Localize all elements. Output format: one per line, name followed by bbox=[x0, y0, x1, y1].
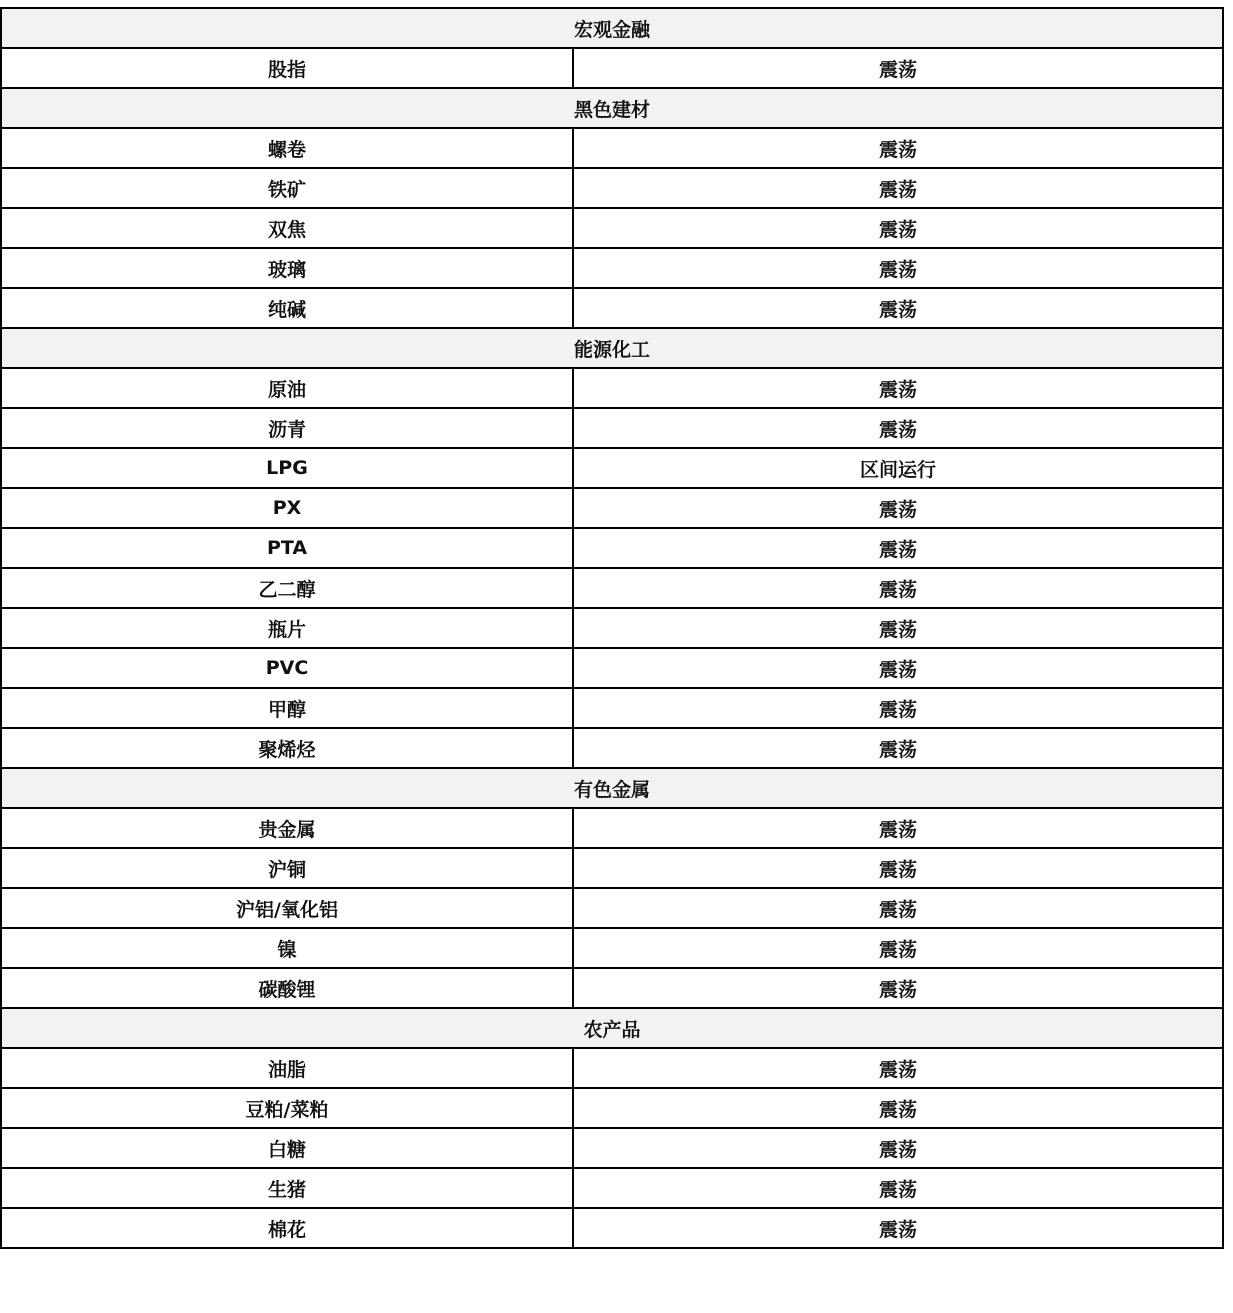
table-row bbox=[1, 248, 1223, 288]
table-row bbox=[1, 128, 1223, 168]
product-cell: 甲醇 bbox=[1, 688, 573, 728]
section-header-row bbox=[1, 1008, 1223, 1048]
outlook-cell: 震荡 bbox=[573, 128, 1223, 168]
table-row bbox=[1, 448, 1223, 488]
product-cell: 沥青 bbox=[1, 408, 573, 448]
product-cell: 豆粕/菜粕 bbox=[1, 1088, 573, 1128]
table-row bbox=[1, 848, 1223, 888]
product-cell: 沪铝/氧化铝 bbox=[1, 888, 573, 928]
table-row bbox=[1, 168, 1223, 208]
market-outlook-table bbox=[0, 7, 1224, 1249]
product-cell: 聚烯烃 bbox=[1, 728, 573, 768]
outlook-cell: 震荡 bbox=[573, 688, 1223, 728]
table-row bbox=[1, 408, 1223, 448]
product-cell: 油脂 bbox=[1, 1048, 573, 1088]
outlook-cell: 震荡 bbox=[573, 48, 1223, 88]
outlook-cell: 震荡 bbox=[573, 648, 1223, 688]
outlook-cell: 震荡 bbox=[573, 168, 1223, 208]
product-cell: PX bbox=[1, 488, 573, 528]
section-header-row bbox=[1, 328, 1223, 368]
table-row bbox=[1, 608, 1223, 648]
table-row bbox=[1, 368, 1223, 408]
outlook-cell: 震荡 bbox=[573, 208, 1223, 248]
table-body bbox=[1, 8, 1223, 1248]
section-title: 能源化工 bbox=[1, 328, 1223, 368]
table-row bbox=[1, 1088, 1223, 1128]
outlook-cell: 震荡 bbox=[573, 568, 1223, 608]
section-title: 农产品 bbox=[1, 1008, 1223, 1048]
table-row bbox=[1, 488, 1223, 528]
outlook-cell: 震荡 bbox=[573, 888, 1223, 928]
outlook-cell: 震荡 bbox=[573, 1168, 1223, 1208]
table-row bbox=[1, 888, 1223, 928]
product-cell: 沪铜 bbox=[1, 848, 573, 888]
outlook-cell: 震荡 bbox=[573, 248, 1223, 288]
product-cell: PVC bbox=[1, 648, 573, 688]
section-header-row bbox=[1, 768, 1223, 808]
product-cell: 贵金属 bbox=[1, 808, 573, 848]
table-row bbox=[1, 48, 1223, 88]
outlook-cell: 震荡 bbox=[573, 808, 1223, 848]
product-cell: LPG bbox=[1, 448, 573, 488]
outlook-cell: 震荡 bbox=[573, 488, 1223, 528]
outlook-cell: 震荡 bbox=[573, 728, 1223, 768]
product-cell: 玻璃 bbox=[1, 248, 573, 288]
outlook-cell: 震荡 bbox=[573, 288, 1223, 328]
section-title: 宏观金融 bbox=[1, 8, 1223, 48]
outlook-cell: 震荡 bbox=[573, 608, 1223, 648]
product-cell: 原油 bbox=[1, 368, 573, 408]
outlook-cell: 震荡 bbox=[573, 1128, 1223, 1168]
table-row bbox=[1, 1128, 1223, 1168]
product-cell: 碳酸锂 bbox=[1, 968, 573, 1008]
section-title: 黑色建材 bbox=[1, 88, 1223, 128]
product-cell: 生猪 bbox=[1, 1168, 573, 1208]
table-row bbox=[1, 288, 1223, 328]
section-header-row bbox=[1, 88, 1223, 128]
table-row bbox=[1, 808, 1223, 848]
outlook-cell: 震荡 bbox=[573, 368, 1223, 408]
section-title: 有色金属 bbox=[1, 768, 1223, 808]
outlook-cell: 震荡 bbox=[573, 1208, 1223, 1248]
table-row bbox=[1, 568, 1223, 608]
table-row bbox=[1, 688, 1223, 728]
table-row bbox=[1, 648, 1223, 688]
product-cell: 乙二醇 bbox=[1, 568, 573, 608]
product-cell: 双焦 bbox=[1, 208, 573, 248]
product-cell: 股指 bbox=[1, 48, 573, 88]
outlook-cell: 震荡 bbox=[573, 928, 1223, 968]
product-cell: 铁矿 bbox=[1, 168, 573, 208]
table-row bbox=[1, 928, 1223, 968]
outlook-cell: 震荡 bbox=[573, 848, 1223, 888]
section-header-row bbox=[1, 8, 1223, 48]
outlook-cell: 震荡 bbox=[573, 1088, 1223, 1128]
product-cell: 螺卷 bbox=[1, 128, 573, 168]
product-cell: 白糖 bbox=[1, 1128, 573, 1168]
outlook-cell: 震荡 bbox=[573, 968, 1223, 1008]
table-row bbox=[1, 728, 1223, 768]
product-cell: 纯碱 bbox=[1, 288, 573, 328]
product-cell: 棉花 bbox=[1, 1208, 573, 1248]
table-row bbox=[1, 1208, 1223, 1248]
table-row bbox=[1, 1048, 1223, 1088]
table-row bbox=[1, 528, 1223, 568]
product-cell: 镍 bbox=[1, 928, 573, 968]
product-cell: 瓶片 bbox=[1, 608, 573, 648]
table-row bbox=[1, 968, 1223, 1008]
table-row bbox=[1, 1168, 1223, 1208]
product-cell: PTA bbox=[1, 528, 573, 568]
outlook-cell: 震荡 bbox=[573, 1048, 1223, 1088]
table-row bbox=[1, 208, 1223, 248]
outlook-cell: 区间运行 bbox=[573, 448, 1223, 488]
outlook-cell: 震荡 bbox=[573, 528, 1223, 568]
outlook-cell: 震荡 bbox=[573, 408, 1223, 448]
